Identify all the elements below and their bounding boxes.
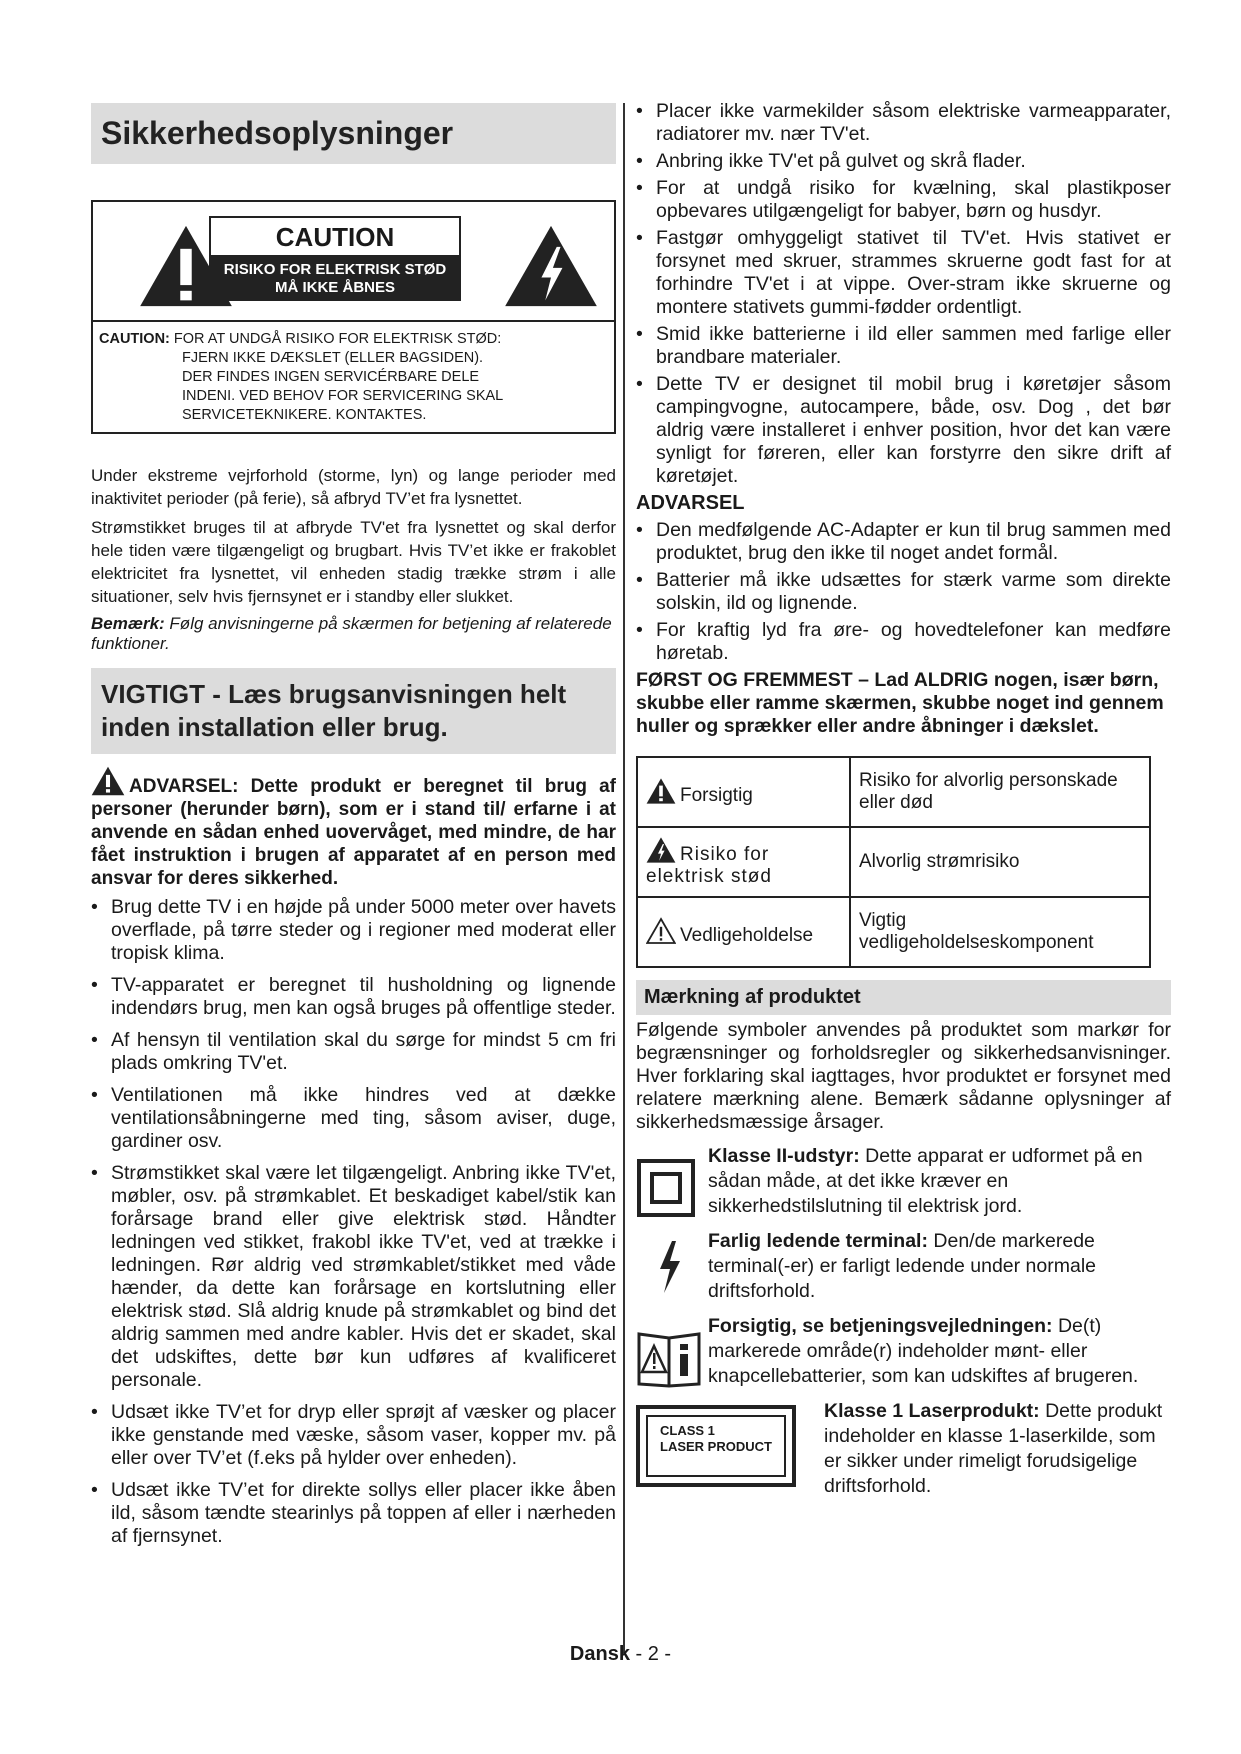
hazard-terminal-row: Farlig ledende terminal: Den/de markerede terminal(-er) er farligt ledende under normale driftsforhold.: [636, 1229, 1171, 1304]
list-item: • Udsæt ikke TV’et for dryp eller sprøjt af væsker og placer ikke genstande med væske, såsom vaser, kopper mv. på eller over TV’et (f.eks på hylder over enheden).: [91, 1401, 616, 1470]
list-item: • Den medfølgende AC-Adapter er kun til brug sammen med produktet, brug den ikke til noget andet formål.: [636, 519, 1171, 565]
warning-outline-icon: [646, 917, 676, 945]
first-warning: FØRST OG FREMMEST – Lad ALDRIG nogen, især børn, skubbe eller ramme skærmen, skubbe noget ind gennem huller og sprækker eller andre åbninger i dækslet.: [636, 669, 1164, 737]
caution-text: CAUTION: FOR AT UNDGÅ RISIKO FOR ELEKTRISK STØD: FJERN IKKE DÆKSLET (ELLER BAGSIDEN). DER FINDES INGEN SERVICÉRBARE DELE INDENI. VED BEHOV FOR SERVICERING SKAL SERVICETEKNIKERE. KONTAKTES.: [99, 331, 504, 423]
table-row: Forsigtig Risiko for alvorlig personskade eller død: [637, 757, 1150, 827]
right-bullet-list-1: [636, 100, 1171, 488]
title-box: [91, 103, 616, 164]
warning-triangle-icon: [91, 766, 125, 796]
laser-row: CLASS 1 LASER PRODUCT Klasse 1 Laserprodukt: Dette produkt indeholder en klasse 1-laserkilde, som er sikker under rimeligt forudsigelige driftsforhold.: [636, 1399, 1171, 1499]
lightning-bolt-icon: [650, 1237, 690, 1297]
list-item: • Dette TV er designet til mobil brug i køretøjer såsom campingvogne, autocampere, både, osv. Dog , det bør aldrig være installeret i enhver position, hvor det kan være synligt for føreren, eller kan forstyrre den sikre drift af køretøjet.: [636, 373, 1171, 488]
lightning-triangle-icon: [503, 224, 599, 308]
table-row: Risiko for elektrisk stød Alvorlig strømrisiko: [637, 827, 1150, 897]
right-bullet-list-2: [636, 519, 1171, 665]
caution-word: CAUTION: [209, 216, 461, 257]
class2-double-square-icon: [636, 1158, 696, 1218]
symbol-table: [636, 756, 1151, 968]
left-column: [91, 103, 616, 1557]
manual-caution-row: Forsigtig, se betjeningsvejledningen: De(t) markerede område(r) indeholder mønt- eller knapcellebatterier, som kan udskiftes af brugeren.: [636, 1314, 1171, 1389]
marking-paragraph: Følgende symboler anvendes på produktet som markør for begrænsninger og forholdsregler og sikkerhedsanvisninger. Hver forklaring skal iagttages, hvor produktet er forsynet med relatere mærkning alene. Bemærk sådanne oplysninger af sikkerhedsmæssige årsager.: [636, 1019, 1171, 1133]
list-item: • For at undgå risiko for kvælning, skal plastikposer opbevares utilgængeligt for babyer, børn og husdyr.: [636, 177, 1171, 223]
table-row: Vedligeholdelse Vigtig vedligeholdelseskomponent: [637, 897, 1150, 967]
list-item: • Smid ikke batterierne i ild eller sammen med farlige eller brandbare materialer.: [636, 323, 1171, 369]
warning-paragraph: ADVARSEL: Dette produkt er beregnet til brug af personer (herunder børn), som er i stand til/ erfarne i at anvende en sådan enhed uovervåget, med mindre, de har fået instruktion i brugen af apparatet af en person med ansvar for deres sikkerhed.: [91, 766, 616, 890]
right-column: [636, 100, 1171, 1499]
marking-heading: Mærkning af produktet: [636, 980, 1171, 1015]
list-item: • Af hensyn til ventilation skal du sørge for mindst 5 cm fri plads omkring TV'et.: [91, 1029, 616, 1075]
list-item: • Anbring ikke TV'et på gulvet og skrå flader.: [636, 150, 1171, 173]
list-item: • Batterier må ikke udsættes for stærk varme som direkte solskin, ild og lignende.: [636, 569, 1171, 615]
weather-paragraph: Under ekstreme vejrforhold (storme, lyn) og lange perioder med inaktivitet perioder (på ferie), så afbryd TV’et fra lysnettet.: [91, 466, 616, 508]
plug-paragraph: Strømstikket bruges til at afbryde TV'et fra lysnettet og skal derfor hele tiden være tilgængeligt og brugbart. Hvis TV’et ikke er frakoblet elektricitet fra lysnettet, vil enheden stadig trække strøm i alle situationer, selv hvis fjernsynet er i standby eller slukket.: [91, 518, 616, 606]
column-divider: [623, 103, 625, 1653]
note-paragraph: Bemærk: Følg anvisningerne på skærmen for betjening af relaterede funktioner.: [91, 614, 612, 653]
page-footer: Dansk - 2 -: [569, 1643, 672, 1665]
list-item: • Strømstikket skal være let tilgængeligt. Anbring ikke TV'et, møbler, osv. på strømkablet. Et beskadiget kabel/stik kan forårsage brand eller give elektrisk stød. Håndter ledningen ved stikket, frakobl ikke TV'et, ved at trække i ledningen. Rør aldrig ved strømkablet/stikket med våde hænder, da dette kan forårsage en kortslutning eller elektrisk stød. Slå aldrig knude på strømkablet og bind det aldrig sammen med andre kabler. Hvis det er skadet, skal det udskiftes, dette bør kun udføres af kvalificeret personale.: [91, 1162, 616, 1392]
important-box: [91, 668, 616, 754]
list-item: • Udsæt ikke TV’et for direkte sollys eller placer ikke åben ild, såsom tændte stearinlys på toppen af eller i nærheden af fjernsynet.: [91, 1479, 616, 1548]
caution-label-box: [91, 200, 616, 434]
caution-sign: [209, 216, 461, 310]
page-title: Sikkerhedsoplysninger: [101, 115, 454, 151]
class2-symbol-row: Klasse II-udstyr: Dette apparat er udformet på en sådan måde, at det ikke kræver en sikkerhedstilslutning til elektrisk jord.: [636, 1144, 1171, 1219]
left-bullet-list: [91, 896, 616, 1548]
lightning-triangle-icon: [646, 836, 676, 864]
caution-black-band: RISIKO FOR ELEKTRISK STØD MÅ IKKE ÅBNES: [209, 257, 461, 301]
list-item: • Placer ikke varmekilder såsom elektriske varmeapparater, radiatorer mv. nær TV'et.: [636, 100, 1171, 146]
exclamation-triangle-icon: [646, 777, 676, 805]
class1-laser-label: CLASS 1 LASER PRODUCT: [636, 1405, 796, 1487]
list-item: • Ventilationen må ikke hindres ved at dække ventilationsåbningerne med ting, såsom aviser, duge, gardiner osv.: [91, 1084, 616, 1153]
list-item: • Brug dette TV i en højde på under 5000 meter over havets overflade, på tørre steder og i regioner med moderat eller tropisk klima.: [91, 896, 616, 965]
advarsel-heading: ADVARSEL: [636, 492, 745, 514]
list-item: • Fastgør omhyggeligt stativet til TV'et. Hvis stativet er forsynet med skruer, strammes skruerne godt fast for at forhindre TV'et i at vippe. Over-stram ikke skruerne og montere stativets gummi-fødder ordentligt.: [636, 227, 1171, 319]
list-item: • For kraftig lyd fra øre- og hovedtelefoner kan medføre høretab.: [636, 619, 1171, 665]
important-heading: VIGTIGT - Læs brugsanvisningen helt inden installation eller brug.: [101, 679, 567, 742]
caution-manual-icon: [636, 1324, 702, 1388]
list-item: • TV-apparatet er beregnet til husholdning og lignende indendørs brug, men kan også bruges på offentlige steder.: [91, 974, 616, 1020]
